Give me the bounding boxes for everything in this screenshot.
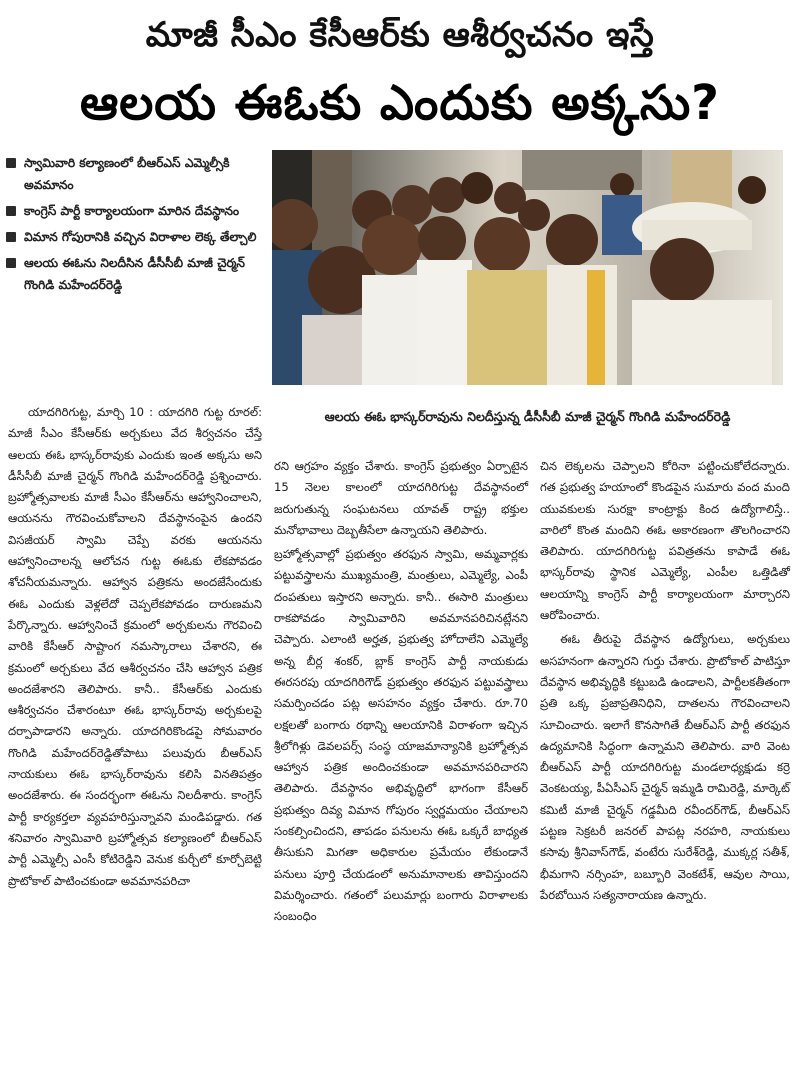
article-paragraph: చిన లెక్కలను చెప్పాలని కోరినా పట్టించుకోలేదన్నారు. గత ప్రభుత్వ హయాంలో కొండపైన సుమారు వంద మంది యువకులకు సురక్షా కాంట్రాక్టు కింద ఉద్యోగాలిస్తే.. వారిలో కొంత మందిని ఈఓ అకారణంగా తొలగించారని తెలిపారు. యాదగిరిగుట్ట పవిత్రతను కాపాడే ఈఓ భాస్కర్‌రావు స్థానిక ఎమ్మెల్యే, ఎంపీల ఒత్తిడితో ఆలయాన్ని కాంగ్రెస్ పార్టీ కార్యాలయంగా మార్చారని ఆరోపించారు. bbox=[540, 459, 790, 623]
highlight-text: కాంగ్రెస్ పార్టీ కార్యాలయంగా మారిన దేవస్థానం bbox=[24, 204, 240, 218]
highlight-item bbox=[6, 200, 268, 222]
article-paragraph: రని ఆగ్రహం వ్యక్తం చేశారు. కాంగ్రెస్ ప్రభుత్వం ఏర్పాటైన 15 నెలల కాలంలో యాదగిరిగుట్ట దేవస్థానంలో జరుగుతున్న సంఘటనలు యావత్ రాష్ట్ర భక్తుల మనోభావాలు దెబ్బతీసేలా ఉన్నాయని తెలిపారు. bbox=[274, 459, 528, 537]
square-bullet-icon bbox=[6, 232, 16, 242]
article-paragraph: బ్రహ్మోత్సవాల్లో ప్రభుత్వం తరఫున స్వామి, అమ్మవార్లకు పట్టువస్త్రాలను ముఖ్యమంత్రి, మంత్రులు, ఎమ్మెల్యే, ఎంపీ దంపతులు ఇస్తారని అన్నారు. కానీ.. ఈసారి మంత్రులు రాకపోవడం స్వామివారిని అవమానపరిచినట్లేనని చెప్పారు. ఎలాంటి అర్హత, ప్రభుత్వ హోదాలేని ఎమ్మెల్యే అన్న బీర్ల శంకర్, బ్లాక్ కాంగ్రెస్ పార్టీ నాయకుడు ఈరసరపు యాదగిరిగౌడ్ ప్రభుత్వం తరఫున పట్టువస్త్రాలు సమర్పించడం పట్ల అసహనం వ్యక్తం చేశారు. రూ.70 లక్షలతో బంగారు రథాన్ని ఆలయానికి విరాళంగా ఇచ్చిన శ్రీలోగిళ్లు డెవలపర్స్ సంస్థ యాజమాన్యానికి బ్రహ్మోత్సవ ఆహ్వాన పత్రిక అందించకుండా అవమానపరిచారని తెలిపారు. దేవస్థానం అభివృద్ధిలో భాగంగా కేసీఆర్ ప్రభుత్వం దివ్య విమాన గోపురం స్వర్ణమయం చేయాలని సంకల్పించిందని, తాపడం పనులను ఈఓ ఒక్కరే బాధ్యత తీసుకుని మిగతా అధికారుల ప్రమేయం లేకుండానే పనులు పూర్తి చేయడంలో అనుమానాలకు తావిస్తుందని విమర్శించారు. గతంలో పలుమార్లు బంగారు విరాళాలకు సంబంధిం bbox=[274, 547, 528, 924]
article-column-2 bbox=[274, 456, 528, 928]
square-bullet-icon bbox=[6, 206, 16, 216]
highlight-text: విమాన గోపురానికి వచ్చిన విరాళాల లెక్క తేల్చాలి bbox=[24, 230, 257, 244]
photo-caption: ఆలయ ఈఓ భాస్కర్‌రావును నిలదీస్తున్న డీసీసీబీ మాజీ చైర్మన్ గొంగిడి మహేందర్‌రెడ్డి bbox=[324, 409, 731, 424]
headline-top: మాజీ సీఎం కేసీఆర్‌కు ఆశీర్వచనం ఇస్తే bbox=[145, 15, 655, 55]
article-paragraph: యాదగిరిగుట్ట, మార్చి 10 : యాదగిరి గుట్ట రూరల్: మాజీ సీఎం కేసీఆర్‌కు అర్చకులు వేద శీర్వచనం చేస్తే ఆలయ ఈఓ భాస్కర్‌రావుకు ఎందుకు ఇంత అక్కసు అని డీసీసీబీ మాజీ చైర్మన్ గొంగిడి మహేందర్‌రెడ్డి ప్రశ్నించారు. బ్రహ్మోత్సవాలకు మాజీ సీఎం కేసీఆర్‌ను ఆహ్వానించాలని, ఆయనను గౌరవించుకోవాలని దేవస్థానంపైన ఉందని విసజీయర్ స్వామి చెప్పే వరకు ఆయనను ఆహ్వానించాలన్న ఆలోచన గుట్ట ఈఓకు లేకపోవడం శోచనీయమన్నారు. ఆహ్వాన పత్రికను అందజేసేందుకు ఈఓ ఎందుకు వెళ్లలేదో చెప్పలేకపోవడం దారుణమని పేర్కొన్నారు. ఆహ్వానించే క్రమంలో అర్చకులను గౌరవించి వారికి కేసీఆర్ సాష్టాంగ నమస్కారాలు చేశారని, ఈ క్రమంలో అర్చకులు వేద ఆశీర్వచనం చేసి ఆహ్వాన పత్రిక అందజేశారని తెలిపారు. కానీ.. కేసీఆర్‌కు ఎందుకు ఆశీర్వచనం చేశారంటూ ఈఓ భాస్కర్‌రావు అర్చకులపై దర్పాపాడారని అన్నారు. యాదగిరికొండపై సోమవారం గొంగిడి మహేందర్‌రెడ్డితోపాటు పలువురు బీఆర్ఎస్ నాయకులు ఈఓ భాస్కర్‌రావును కలిసి వినతిపత్రం అందజేశారు. ఈ సందర్భంగా ఈఓను నిలదీశారు. కాంగ్రెస్ పార్టీ కార్యకర్తలా వ్యవహరిస్తున్నావని మండిపడ్డారు. గత శనివారం స్వామివారి బ్రహ్మోత్సవ కల్యాణంలో బీఆర్ఎస్ పార్టీ ఎమ్మెల్సీ ఎంసీ కోటిరెడ్డిని వెనుక కుర్చీలో కూర్చోబెట్టి ప్రొటోకాల్ పాటించకుండా అవమానపరిచా bbox=[8, 405, 262, 888]
highlight-item bbox=[6, 226, 268, 248]
article-column-3 bbox=[540, 456, 790, 906]
highlight-item bbox=[6, 152, 268, 196]
article-column-1 bbox=[8, 402, 262, 892]
highlight-item bbox=[6, 252, 268, 296]
headline-main: ఆలయ ఈఓకు ఎందుకు అక్కసు? bbox=[79, 75, 721, 131]
square-bullet-icon bbox=[6, 258, 16, 268]
highlight-text: ఆలయ ఈఓను నిలదీసిన డీసీసీబీ మాజీ చైర్మన్ గొంగిడి మహేందర్‌రెడ్డి bbox=[24, 256, 245, 292]
article-paragraph: ఈఓ తీరుపై దేవస్థాన ఉద్యోగులు, అర్చకులు అసహనంగా ఉన్నారని గుర్తు చేశారు. ప్రొటోకాల్ పాటిస్తూ దేవస్థాన అభివృద్ధికి కట్టుబడి ఉండాలని, పార్టీలకతీతంగా ప్రతి ఒక్క ప్రజాప్రతినిధిని, దాతలను గౌరవించాలని సూచించారు. ఇలాగే కొనసాగితే బీఆర్ఎస్ పార్టీ తరఫున ఉద్యమానికి సిద్ధంగా ఉన్నామని తెలిపారు. వారి వెంట బీఆర్ఎస్ పార్టీ యాదగిరిగుట్ట మండలాధ్యక్షుడు కర్రె వెంకటయ్య, పీఏసీఎస్ చైర్మన్ ఇమ్మడి రామిరెడ్డి, మార్కెట్ కమిటీ మాజీ చైర్మన్ గడ్డమీది రవీందర్‌గౌడ్, బీఆర్ఎస్ పట్టణ సెక్రటరీ జనరల్ పాపట్ల నరహరి, నాయకులు కసావు శ్రీనివాస్‌గౌడ్, వంటేరు సురేశ్‌రెడ్డి, ముక్కర్ల సతీశ్, భీమగాని నర్సింహ, బబ్బూరి వెంకటేశ్, ఆవుల సాయి, పేరబోయిన సత్యనారాయణ ఉన్నారు. bbox=[540, 632, 790, 902]
highlight-text: స్వామివారి కల్యాణంలో బీఆర్ఎస్ ఎమ్మెల్సీకి అవమానం bbox=[24, 156, 230, 192]
news-photo bbox=[272, 150, 783, 385]
highlights-list bbox=[6, 152, 268, 300]
square-bullet-icon bbox=[6, 158, 16, 168]
